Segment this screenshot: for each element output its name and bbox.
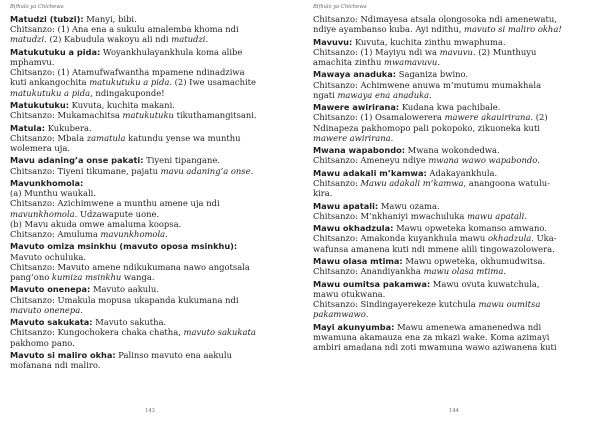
entry-example-italic: mavunkhomola [100,229,166,239]
entry-line [313,112,592,122]
entry-text: Mwana wokondedwa. [405,145,500,156]
right-page [313,0,592,424]
entry-example-italic: Mawu adakali m’kamwa [360,177,464,188]
entry-example-italic: mwana wawo wapabondo [428,155,538,166]
entry-example-italic: mawu oumitsa [478,298,541,309]
entry-line [10,77,296,87]
left-entry [10,284,296,315]
entry-line [313,289,592,299]
entry-line [313,69,592,79]
entry-line [313,299,592,309]
right-entry [313,322,592,353]
entry-text: Chitsanzo: Amuluma [10,229,101,239]
entry-line [313,90,592,100]
left-entry [10,100,296,120]
entry-example-italic: mwamavuvu [384,57,438,67]
left-entry [10,178,296,239]
entry-example-italic: pakamwawo [313,309,366,320]
entry-headword: Mawaya anaduka: [313,69,397,80]
entry-text: Kuvuta, kuchita zinthu mwaphuma. [352,36,506,47]
entry-headword: Matukutuku a pida: [10,46,101,57]
entry-line [313,133,592,143]
entry-text: Chitsanzo: (1) Ana ena a sukulu amalemba khoma ndi [10,24,239,35]
left-page [10,0,296,424]
entry-headword: Matudzi (tubzi): [10,14,84,24]
entry-line [10,133,296,143]
entry-headword: Mawere awirirana: [313,102,400,113]
entry-headword: Mavuto onenepa: [10,284,91,295]
entry-line [10,262,296,272]
left-entry [10,241,296,282]
running-head-left: Bifhalo ya Chichewa [10,4,64,10]
entry-text: Chitsanzo: [313,177,361,188]
entry-text: . (2) [530,112,548,123]
entry-line [10,272,296,282]
entry-text: Chitsanzo: Ameneyu ndiye [313,155,429,166]
entry-headword: Mavuto omiza msinkhu (mavuto oposa msinkhu): [10,241,238,252]
entry-text: Mavuto aakulu. [90,284,159,295]
left-entry [10,317,296,348]
entry-text: Mawu ovuta kuwatchula, [430,278,540,289]
entry-text: Mawu ozama. [378,200,440,211]
entry-line [10,317,296,327]
entry-line [10,57,296,67]
entry-line [10,14,296,24]
entry-headword: Mavuvu: [313,36,353,47]
entry-text: Chitsanzo: Anandiyankha [313,266,424,277]
entry-text: . [250,165,254,176]
entry-text: Chitsanzo: Achimwene anuwa m’mutumu mumakhala [313,79,542,90]
entry-line [313,266,592,276]
entry-text: kuti ankangochita [10,77,90,88]
entry-line [313,80,592,90]
entry-text: Mawu amenewa amanenedwa ndi [394,321,542,332]
entry-example-italic: mawu olasa mtima [423,266,504,277]
entry-line [10,178,296,188]
entry-example-italic: kumiza msinkhu [51,272,122,282]
entry-text: Tiyeni tipangane. [143,155,221,166]
entry-example-italic: mavuvu [439,46,473,57]
entry-line [313,244,592,254]
entry-text: . [429,89,432,100]
entry-example-italic: mavuto onenepa [10,304,81,315]
entry-line [10,67,296,77]
entry-text: (b) Mavu akuda omwe amaluma koopsa. [10,218,182,229]
entry-line [313,123,592,133]
right-entry [313,14,592,34]
entry-line [313,37,592,47]
entry-text: Chitsanzo: (1) Osamalowerera [313,112,445,123]
entry-text: Chitsanzo: Azichimwene a munthu amene uja ndi [10,198,220,209]
entry-example-italic: mawere akauirirana [444,112,531,123]
entry-line [10,123,296,133]
entry-line [313,47,592,57]
entry-text: wolemera uja. [10,143,71,153]
entry-text: Chitsanzo: Amakonda kuyankhula mawu [313,233,488,244]
entry-example-italic: mawaya ena anaduka [337,89,430,100]
page-number-left: 143 [145,408,155,414]
entry-line [313,309,592,319]
running-head-right: Bifhalo ya Chichewa [313,4,367,10]
entry-text: Manyi, bibi. [83,14,137,24]
entry-text: . [80,304,83,315]
entry-headword: Mwana wapabondo: [313,145,405,156]
entry-line [10,24,296,34]
entry-text: . [524,210,527,221]
entry-text: . [365,309,369,320]
entry-text: Mawu opweteka komanso amwano. [393,223,547,234]
entry-text: mofanana ndi maliro. [10,360,101,371]
entry-headword: Mawu apatali: [313,200,379,211]
entry-text: Mavuto ochuluka. [10,251,87,262]
entry-text: . (2) Iwe usamachite [169,77,256,88]
right-entry [313,145,592,165]
entry-text: wanga. [121,272,155,282]
entry-text: . [437,57,440,67]
right-entry [313,37,592,68]
entry-text: Mavuto sakutha. [92,317,167,328]
entry-example-italic: mavuto si maliro okha! [464,24,562,35]
entry-line [10,88,296,98]
right-entry [313,102,592,143]
entry-text: ngati [313,89,338,100]
entry-headword: Mavuto sakukata: [10,317,93,328]
entry-line [313,279,592,289]
entry-text: kira. [313,188,333,199]
entry-text: Chitsanzo: Mavuto amene ndikukumana nawo angotsala [10,261,250,272]
entry-headword: Mavunkhomola: [10,177,84,188]
entry-text: . [537,155,540,166]
left-entry [10,350,296,370]
entry-line [313,201,592,211]
entry-text: (a) Munthu waukali. [10,188,97,199]
entry-example-italic: mawu apatali [467,210,525,221]
entry-example-italic: matukutuku [122,110,174,121]
entry-line [313,178,592,188]
right-entry [313,279,592,320]
entry-text: Chitsanzo: Mukamachitsa [10,110,123,121]
left-entries [10,14,296,373]
entry-line [10,295,296,305]
entry-line [10,241,296,251]
entry-text: . [390,132,394,143]
entry-text: Chitsanzo: M’nkhaniyi mwachuluka [313,210,468,221]
left-entry [10,47,296,98]
entry-text: , anangoona watulu- [463,177,550,188]
entry-text: Woyankhulayankhula koma alibe [100,46,243,57]
entry-text: Saganiza bwino. [396,69,469,80]
entry-headword: Mawu oumitsa pakamwa: [313,278,431,289]
right-entry [313,256,592,276]
entry-text: Chitsanzo: Mbala [10,132,87,143]
entry-line [313,332,592,342]
entry-text: Mawu opweteka, okhumudwitsa. [402,255,546,266]
entry-line [313,233,592,243]
entry-line [10,229,296,239]
entry-line [10,209,296,219]
right-entry [313,223,592,254]
right-entry [313,201,592,221]
entry-line [10,198,296,208]
entry-example-italic: matudzi [171,34,206,45]
entry-text: Chitsanzo: Umakula mopusa ukapanda kukumana ndi [10,294,239,305]
entry-text: Chitsanzo: Tiyeni tikumane, pajatu [10,165,161,176]
entry-line [10,219,296,229]
entry-line [10,143,296,153]
entry-line [10,188,296,198]
entry-text: mphamvu. [10,57,55,67]
entry-line [313,256,592,266]
entry-example-italic: mavuto sakukata [183,327,256,338]
entry-text: Palinso mavuto ena aakulu [115,349,232,360]
entry-line [313,223,592,233]
entry-line [10,34,296,44]
entry-headword: Mawu adakali m’kamwa: [313,167,427,178]
entry-headword: Mawu okhadzula: [313,223,394,234]
entry-text: mwamuna akamauza ena za mkazi wake. Koma azimayi [313,331,550,342]
entry-text: . [165,229,168,239]
entry-text: amachita zinthu [313,57,385,67]
entry-line [313,102,592,112]
entry-line [313,57,592,67]
entry-example-italic: matudzi [10,34,45,45]
entry-line [10,252,296,262]
entry-text: Chitsanzo: (1) Atamufwafwantha mpamene ndinadziwa [10,67,245,78]
entry-text: pang’ono [10,272,52,282]
entry-text: . Udzawaputе uone. [74,208,160,219]
entry-text: ambiri amadana ndi zoti mwamuna wawo aziwanena kuti [313,341,557,352]
entry-line [10,327,296,337]
entry-text: . (2) Kabudula wakoyu ali ndi [44,34,172,45]
entry-text: Kukubera. [45,122,92,133]
entry-text: Chitsanzo: Kungochokera chaka chatha, [10,327,184,338]
entry-text: tikuthamangitsani. [173,110,257,121]
entry-line [313,168,592,178]
entry-line [10,47,296,57]
entry-line [313,24,592,34]
left-entry [10,14,296,45]
entry-line [10,338,296,348]
entry-text: Kudana kwa pachibale. [399,102,501,113]
entry-text: . [503,266,507,277]
entry-headword: Mawu olasa mtima: [313,255,403,266]
entry-text: . (2) Munthuyu [472,46,537,57]
entry-example-italic: okhadzula [487,233,532,244]
entry-headword: Matukutuku: [10,100,69,110]
entry-text: mawu otukwana. [313,288,386,299]
entry-example-italic: mavunkhomola [10,208,75,219]
entry-text: Ndinapeza pakhomopo pali pokopoko, zikuoneka kuti [313,122,540,133]
entry-line [313,211,592,221]
entry-text: . Uka- [531,233,557,244]
right-entries [313,14,592,354]
entry-example-italic: zamatula [86,132,126,143]
entry-line [313,14,592,24]
right-entry [313,168,592,199]
entry-text: Kuvuta, kuchita makani. [68,100,175,110]
entry-headword: Matula: [10,122,46,133]
entry-text: Chitsanzo: (1) Mayiyu ndi wa [313,46,440,57]
entry-line [10,155,296,165]
right-entry [313,69,592,100]
entry-text: katundu yense wa munthu [125,132,241,143]
entry-headword: Mavuto si maliro okha: [10,349,116,360]
entry-text: Chitsanzo: Ndimayesa atsala olongosoka ndi amenewatu, [313,14,557,24]
entry-line [10,100,296,110]
entry-text: Adakayankhula. [426,167,498,178]
left-entry [10,123,296,154]
entry-line [10,166,296,176]
entry-example-italic: matukutuku a pida [10,87,91,98]
left-entry [10,155,296,175]
entry-headword: Mayi akunyumba: [313,321,395,332]
entry-example-italic: mavu adaning’a onse [160,165,251,176]
entry-text: Chitsanzo: Sindingayerekeze kutchula [313,298,479,309]
entry-line [313,322,592,332]
entry-line [313,145,592,155]
entry-text: pakhomo pano. [10,337,75,348]
page-number-right: 144 [449,408,459,414]
entry-text: . [205,34,209,45]
entry-line [10,350,296,360]
entry-line [313,342,592,352]
entry-example-italic: matukutuku a pida [89,77,170,88]
entry-headword: Mavu adaning’a onse pakati: [10,155,144,166]
entry-line [313,188,592,198]
entry-line [10,305,296,315]
entry-line [313,155,592,165]
entry-line [10,284,296,294]
entry-text: wafunsa amanena kuti ndi mmene alili tingowazolowera. [313,243,555,254]
entry-line [10,110,296,120]
entry-text: ndiye ayambanso kuba. Ayi ndithu, [313,24,465,35]
entry-example-italic: mawere awirirana [313,132,391,143]
entry-text: , ndingakuponde! [90,87,165,98]
entry-line [10,360,296,370]
